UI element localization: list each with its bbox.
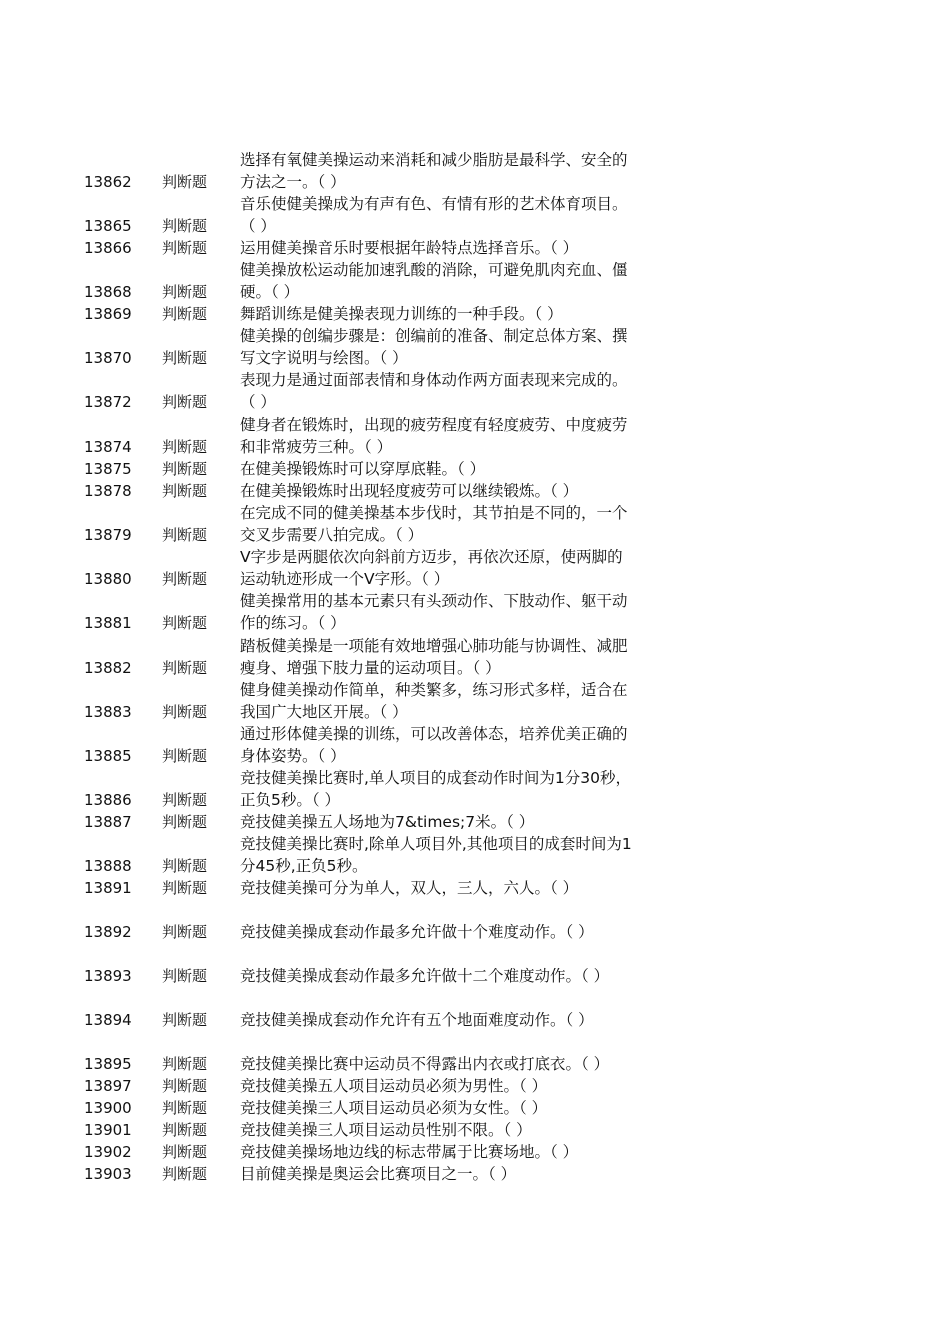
question-id-cell: 13866 <box>84 239 132 257</box>
question-id-cell: 13883 <box>84 703 132 721</box>
question-type-cell: 判断题 <box>162 526 208 544</box>
question-text-cell: 竞技健美操成套动作最多允许做十个难度动作。（ ） <box>240 923 594 941</box>
question-text-cell: 竞技健美操五人场地为7&times;7米。（ ） <box>240 813 535 831</box>
table-row <box>0 327 950 371</box>
question-id-cell: 13891 <box>84 879 132 897</box>
table-row <box>0 725 950 769</box>
question-type-cell: 判断题 <box>162 967 208 985</box>
question-type-cell: 判断题 <box>162 923 208 941</box>
table-row <box>0 1099 950 1121</box>
question-type-cell: 判断题 <box>162 791 208 809</box>
question-id-cell: 13869 <box>84 305 132 323</box>
question-text-cell: 竞技健美操五人项目运动员必须为男性。（ ） <box>240 1077 548 1095</box>
question-id-cell: 13880 <box>84 570 132 588</box>
question-type-cell: 判断题 <box>162 1121 208 1139</box>
table-row <box>0 305 950 327</box>
question-id-cell: 13874 <box>84 438 132 456</box>
table-row <box>0 1143 950 1165</box>
question-id-cell: 13881 <box>84 614 132 632</box>
table-row <box>0 989 950 1033</box>
table-row <box>0 261 950 305</box>
table-row <box>0 769 950 813</box>
question-type-cell: 判断题 <box>162 1143 208 1161</box>
table-row <box>0 1077 950 1099</box>
question-type-cell: 判断题 <box>162 1099 208 1117</box>
question-type-cell: 判断题 <box>162 703 208 721</box>
question-type-cell: 判断题 <box>162 482 208 500</box>
question-text-cell: 竞技健美操三人项目运动员性别不限。（ ） <box>240 1121 532 1139</box>
question-type-cell: 判断题 <box>162 438 208 456</box>
question-text-cell: 竞技健美操场地边线的标志带属于比赛场地。（ ） <box>240 1143 579 1161</box>
question-id-cell: 13887 <box>84 813 132 831</box>
question-text-cell: 健美操放松运动能加速乳酸的消除，可避免肌肉充血、僵 硬。（ ） <box>240 261 628 301</box>
table-row <box>0 835 950 879</box>
table-row <box>0 592 950 636</box>
question-text-cell: 健身者在锻炼时，出现的疲劳程度有轻度疲劳、中度疲劳 和非常疲劳三种。（ ） <box>240 416 628 456</box>
table-row <box>0 371 950 415</box>
question-id-cell: 13903 <box>84 1165 132 1183</box>
question-id-cell: 13872 <box>84 393 132 411</box>
question-type-cell: 判断题 <box>162 305 208 323</box>
question-type-cell: 判断题 <box>162 570 208 588</box>
question-text-cell: 选择有氧健美操运动来消耗和减少脂肪是最科学、安全的 方法之一。（ ） <box>240 151 628 191</box>
question-text-cell: 竞技健美操三人项目运动员必须为女性。（ ） <box>240 1099 548 1117</box>
question-type-cell: 判断题 <box>162 349 208 367</box>
question-id-cell: 13870 <box>84 349 132 367</box>
question-type-cell: 判断题 <box>162 1077 208 1095</box>
question-text-cell: 在健美操锻炼时出现轻度疲劳可以继续锻炼。（ ） <box>240 482 579 500</box>
question-text-cell: 在健美操锻炼时可以穿厚底鞋。（ ） <box>240 460 486 478</box>
question-text-cell: 音乐使健美操成为有声有色、有情有形的艺术体育项目。 （ ） <box>240 195 628 235</box>
question-type-cell: 判断题 <box>162 393 208 411</box>
table-row <box>0 548 950 592</box>
question-id-cell: 13862 <box>84 173 132 191</box>
question-id-cell: 13886 <box>84 791 132 809</box>
question-text-cell: 竞技健美操比赛时,单人项目的成套动作时间为1分30秒， 正负5秒。（ ） <box>240 769 632 809</box>
question-type-cell: 判断题 <box>162 1055 208 1073</box>
table-row <box>0 239 950 261</box>
question-text-cell: 通过形体健美操的训练，可以改善体态，培养优美正确的 身体姿势。（ ） <box>240 725 628 765</box>
question-type-cell: 判断题 <box>162 879 208 897</box>
question-id-cell: 13879 <box>84 526 132 544</box>
table-row <box>0 879 950 901</box>
question-text-cell: 健身健美操动作简单，种类繁多，练习形式多样，适合在 我国广大地区开展。（ ） <box>240 681 628 721</box>
question-text-cell: 健美操的创编步骤是：创编前的准备、制定总体方案、撰 写文字说明与绘图。（ ） <box>240 327 628 367</box>
question-id-cell: 13897 <box>84 1077 132 1095</box>
question-type-cell: 判断题 <box>162 283 208 301</box>
table-row <box>0 945 950 989</box>
question-text-cell: 舞蹈训练是健美操表现力训练的一种手段。（ ） <box>240 305 563 323</box>
table-row <box>0 901 950 945</box>
question-id-cell: 13902 <box>84 1143 132 1161</box>
question-id-cell: 13885 <box>84 747 132 765</box>
table-row <box>0 813 950 835</box>
question-id-cell: 13875 <box>84 460 132 478</box>
question-text-cell: 竞技健美操比赛中运动员不得露出内衣或打底衣。（ ） <box>240 1055 610 1073</box>
question-type-cell: 判断题 <box>162 173 208 191</box>
question-id-cell: 13895 <box>84 1055 132 1073</box>
question-id-cell: 13882 <box>84 659 132 677</box>
table-row <box>0 482 950 504</box>
table-row <box>0 504 950 548</box>
question-text-cell: 竞技健美操可分为单人，双人，三人，六人。（ ） <box>240 879 579 897</box>
question-type-cell: 判断题 <box>162 813 208 831</box>
question-text-cell: 运用健美操音乐时要根据年龄特点选择音乐。（ ） <box>240 239 579 257</box>
question-id-cell: 13900 <box>84 1099 132 1117</box>
question-type-cell: 判断题 <box>162 747 208 765</box>
table-row <box>0 1121 950 1143</box>
table-row <box>0 1033 950 1077</box>
question-type-cell: 判断题 <box>162 460 208 478</box>
table-row <box>0 636 950 681</box>
question-text-cell: 表现力是通过面部表情和身体动作两方面表现来完成的。 （ ） <box>240 371 628 411</box>
question-id-cell: 13868 <box>84 283 132 301</box>
question-text-cell: 踏板健美操是一项能有效地增强心肺功能与协调性、减肥 瘦身、增强下肢力量的运动项目。（ ） <box>240 637 628 677</box>
question-id-cell: 13865 <box>84 217 132 235</box>
table-row <box>0 460 950 482</box>
question-id-cell: 13901 <box>84 1121 132 1139</box>
question-id-cell: 13892 <box>84 923 132 941</box>
question-id-cell: 13878 <box>84 482 132 500</box>
question-type-cell: 判断题 <box>162 1165 208 1183</box>
question-id-cell: 13893 <box>84 967 132 985</box>
question-text-cell: 竞技健美操成套动作允许有五个地面难度动作。（ ） <box>240 1011 594 1029</box>
question-id-cell: 13888 <box>84 857 132 875</box>
question-type-cell: 判断题 <box>162 1011 208 1029</box>
question-text-cell: 健美操常用的基本元素只有头颈动作、下肢动作、躯干动 作的练习。（ ） <box>240 592 628 632</box>
question-type-cell: 判断题 <box>162 659 208 677</box>
question-text-cell: 目前健美操是奥运会比赛项目之一。（ ） <box>240 1165 517 1183</box>
table-row <box>0 681 950 725</box>
question-type-cell: 判断题 <box>162 217 208 235</box>
question-id-cell: 13894 <box>84 1011 132 1029</box>
table-row <box>0 195 950 239</box>
question-text-cell: 竞技健美操比赛时,除单人项目外,其他项目的成套时间为1 分45秒,正负5秒。 <box>240 835 632 875</box>
question-text-cell: 在完成不同的健美操基本步伐时，其节拍是不同的，一个 交叉步需要八拍完成。（ ） <box>240 504 628 544</box>
table-row <box>0 150 950 195</box>
table-row <box>0 1165 950 1187</box>
question-type-cell: 判断题 <box>162 857 208 875</box>
question-text-cell: V字步是两腿依次向斜前方迈步，再依次还原，使两脚的 运动轨迹形成一个V字形。（ ） <box>240 548 623 588</box>
question-text-cell: 竞技健美操成套动作最多允许做十二个难度动作。（ ） <box>240 967 610 985</box>
question-type-cell: 判断题 <box>162 239 208 257</box>
table-row <box>0 415 950 460</box>
question-type-cell: 判断题 <box>162 614 208 632</box>
